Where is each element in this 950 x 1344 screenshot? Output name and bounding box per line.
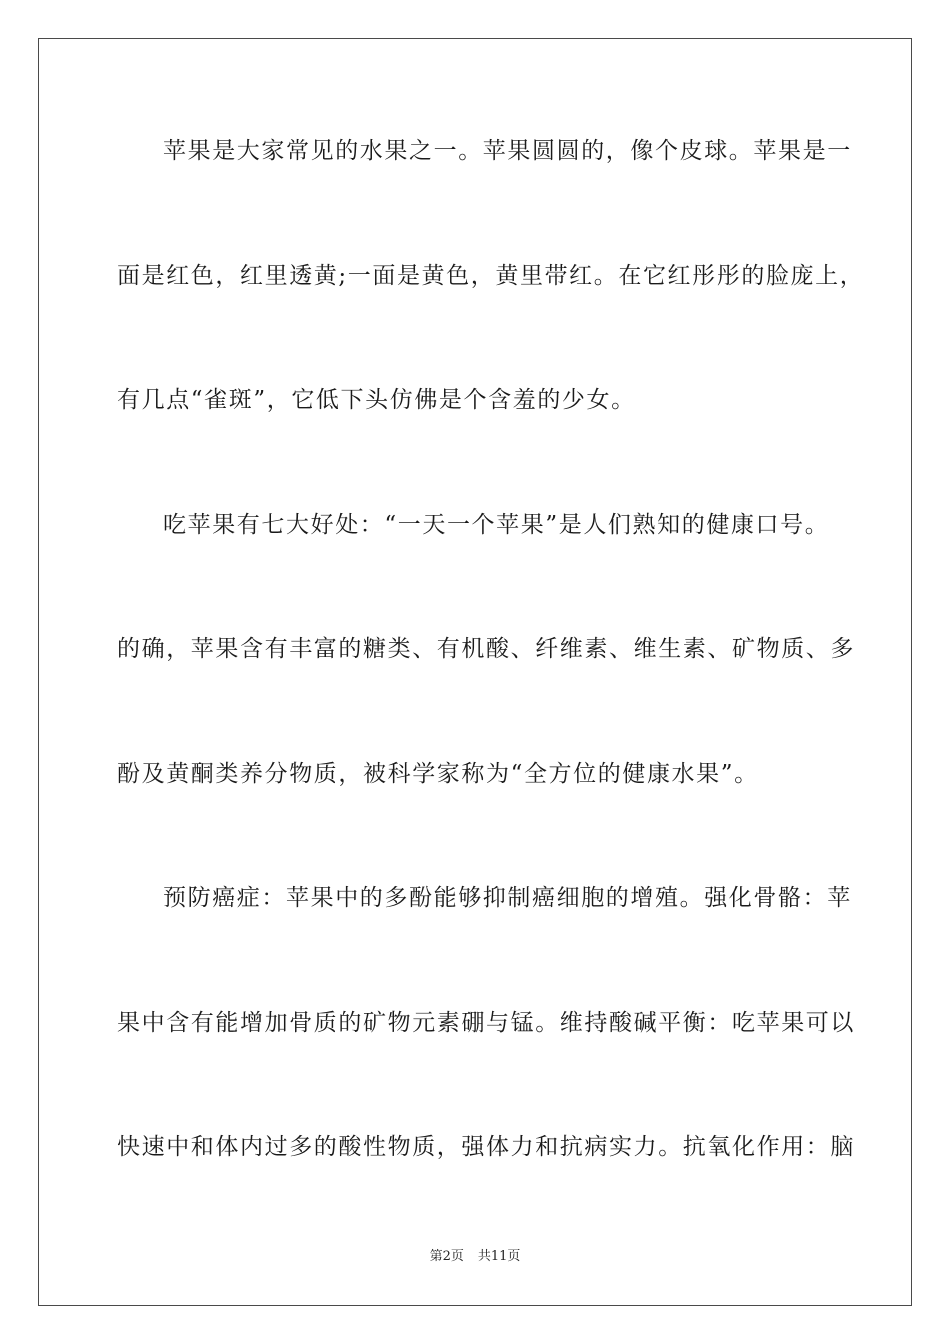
text-line: 的确，苹果含有丰富的糖类、有机酸、纤维素、维生素、矿物质、多 [117,636,855,662]
page-total: 共11页 [477,1249,521,1264]
page-footer [0,1248,950,1266]
text-line: 苹果是大家常见的水果之一。苹果圆圆的，像个皮球。苹果是一 [163,138,852,164]
text-line: 有几点“雀斑”，它低下头仿佛是个含羞的少女。 [117,387,636,413]
text-line: 酚及黄酮类养分物质，被科学家称为“全方位的健康水果”。 [117,761,759,787]
text-line: 果中含有能增加骨质的矿物元素硼与锰。维持酸碱平衡：吃苹果可以 [117,1010,855,1036]
text-line: 快速中和体内过多的酸性物质，强体力和抗病实力。抗氧化作用：脑 [117,1134,855,1160]
page-border [38,38,912,1306]
text-line: 吃苹果有七大好处：“一天一个苹果”是人们熟知的健康口号。 [163,512,830,538]
text-line: 面是红色，红里透黄;一面是黄色，黄里带红。在它红彤彤的脸庞上， [117,263,865,289]
text-line: 预防癌症：苹果中的多酚能够抑制癌细胞的增殖。强化骨骼：苹 [163,885,852,911]
page-number: 第2页 [429,1249,464,1264]
